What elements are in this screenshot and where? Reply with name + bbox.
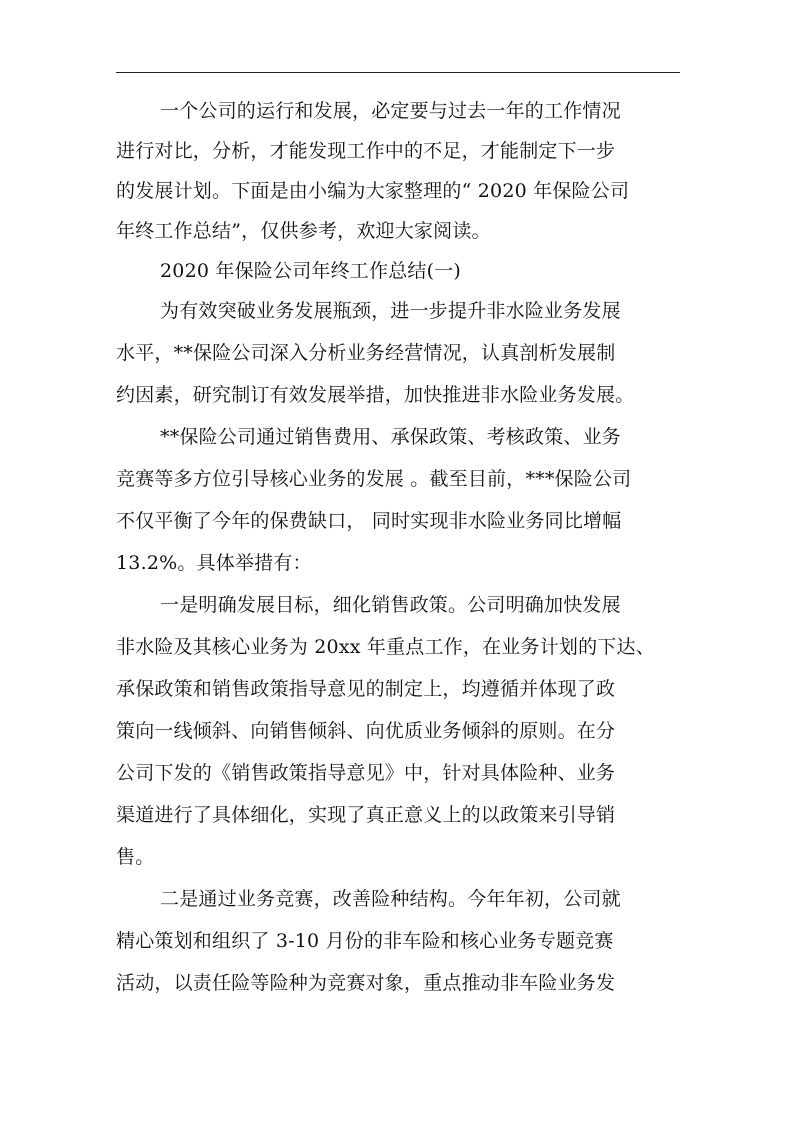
text-line: 竞赛等多方位引导核心业务的发展 。截至目前，***保险公司 — [116, 468, 632, 490]
text-line: 一个公司的运行和发展，必定要与过去一年的工作情况 — [160, 100, 621, 122]
text-line: 非水险及其核心业务为 20xx 年重点工作，在业务计划的下达、 — [116, 636, 655, 658]
text-line: 公司下发的《销售政策指导意见》中，针对具体险种、业务 — [116, 762, 616, 784]
text-line: 13.2%。具体举措有： — [116, 552, 312, 574]
section-heading: 2020 年保险公司年终工作总结(一) — [160, 260, 462, 282]
text-line: 售。 — [116, 846, 155, 868]
text-line: 不仅平衡了今年的保费缺口， 同时实现非水险业务同比增幅 — [116, 510, 622, 532]
text-line: 进行对比，分析，才能发现工作中的不足，才能制定下一步 — [116, 140, 616, 162]
text-line: 渠道进行了具体细化，实现了真正意义上的以政策来引导销 — [116, 804, 616, 826]
text-line: 约因素，研究制订有效发展举措，加快推进非水险业务发展。 — [116, 384, 635, 406]
text-line: 年终工作总结”，仅供参考，欢迎大家阅读。 — [116, 220, 491, 242]
text-line: **保险公司通过销售费用、承保政策、考核政策、业务 — [160, 426, 622, 448]
text-line: 活动，以责任险等险种为竞赛对象，重点推动非车险业务发 — [116, 972, 616, 994]
text-line: 二是通过业务竞赛，改善险种结构。今年年初，公司就 — [160, 888, 621, 910]
header-rule — [116, 72, 680, 73]
text-line: 策向一线倾斜、向销售倾斜、向优质业务倾斜的原则。在分 — [116, 720, 616, 742]
text-line: 水平，**保险公司深入分析业务经营情况，认真剖析发展制 — [116, 342, 616, 364]
text-line: 精心策划和组织了 3-10 月份的非车险和核心业务专题竞赛 — [116, 930, 614, 952]
text-line: 一是明确发展目标，细化销售政策。公司明确加快发展 — [160, 594, 621, 616]
text-line: 的发展计划。下面是由小编为大家整理的“ 2020 年保险公司 — [116, 180, 630, 202]
text-line: 为有效突破业务发展瓶颈，进一步提升非水险业务发展 — [160, 300, 621, 322]
text-line: 承保政策和销售政策指导意见的制定上，均遵循并体现了政 — [116, 678, 616, 700]
